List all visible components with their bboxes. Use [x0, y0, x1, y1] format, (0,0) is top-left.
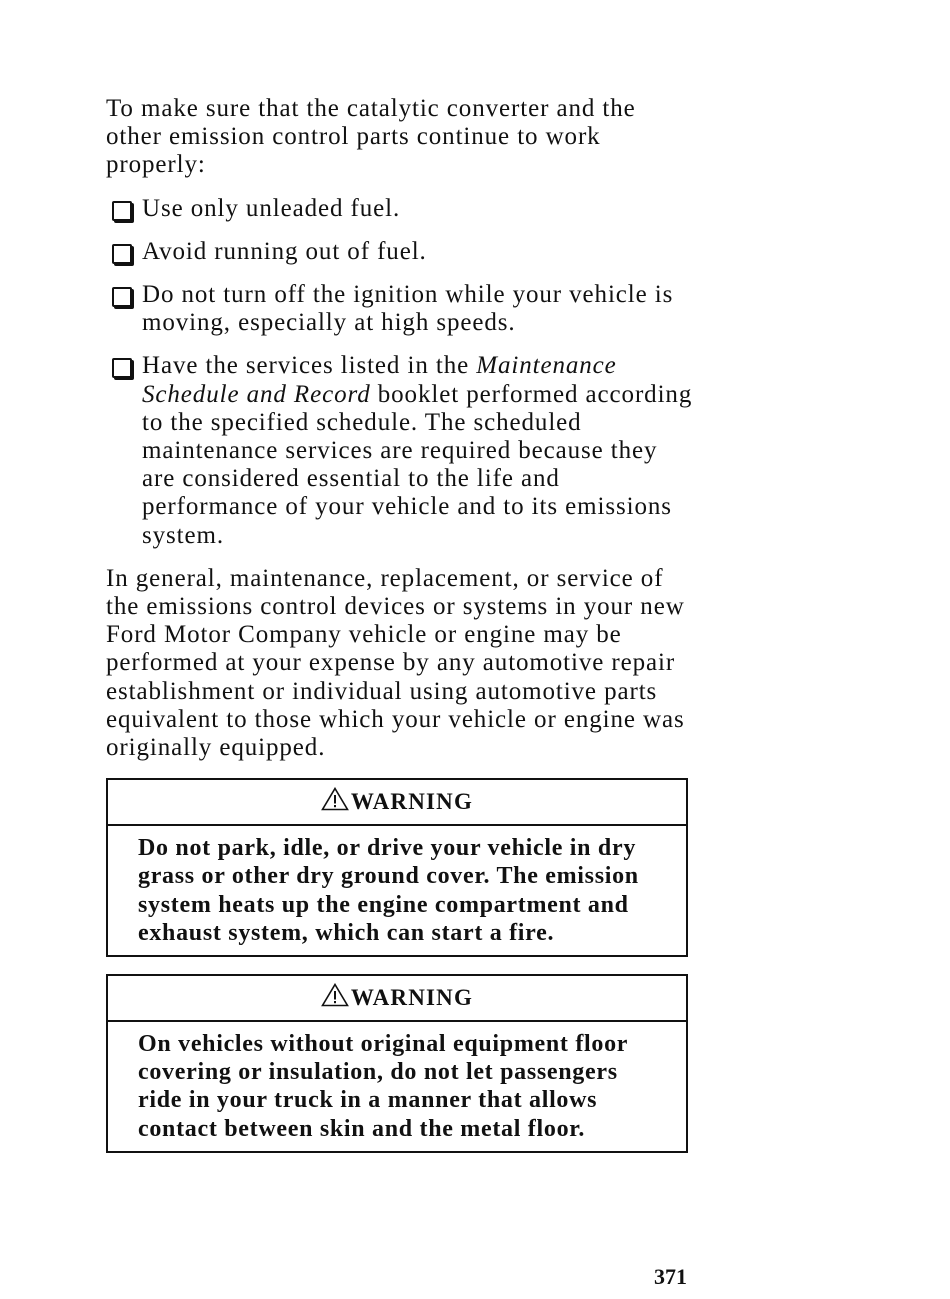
checklist-item-text-after: booklet performed according to the specified schedule. The scheduled maintenance services are required because they are considered essential to the life and performance of your vehicle and to its emissions system.: [142, 380, 693, 549]
checkbox-icon: [112, 201, 132, 221]
checklist-item-text: Avoid running out of fuel.: [142, 237, 427, 265]
warning-triangle-icon: [321, 787, 349, 811]
checklist-item: [106, 352, 696, 549]
checklist-item-text: Do not turn off the ignition while your vehicle is moving, especially at high speeds.: [142, 281, 674, 337]
checkbox-icon: [112, 244, 132, 264]
checklist-item: [106, 238, 696, 266]
warning-heading-text: WARNING: [350, 984, 474, 1010]
warning-heading: [108, 780, 686, 826]
checklist-item: [106, 281, 696, 337]
emissions-service-paragraph: In general, maintenance, replacement, or service of the emissions control devices or systems in your new Ford Motor Company vehicle or engine may be performed at your expense by any automotive repair establishment or individual using automotive parts equivalent to those which your vehicle or engine was originally equipped.: [106, 564, 685, 762]
checklist: [106, 195, 696, 550]
checklist-item-text: Use only unleaded fuel.: [142, 194, 401, 222]
warning-heading-text: WARNING: [350, 789, 474, 815]
checkbox-icon: [112, 287, 132, 307]
warning-box-fire: [106, 778, 688, 957]
manual-page: [106, 95, 696, 1170]
warning-box-floor: [106, 974, 688, 1153]
warning-body: Do not park, idle, or drive your vehicle in dry grass or other dry ground cover. The emission system heats up the engine compartment and exhaust system, which can start a fire.: [138, 835, 639, 946]
checklist-item: [106, 195, 696, 223]
warning-body: On vehicles without original equipment floor covering or insulation, do not let passengers ride in your truck in a manner that allows contact between skin and the metal floor.: [138, 1031, 628, 1142]
checklist-item-text-before: Have the services listed in the: [142, 352, 477, 380]
booklet-title: Maintenance Schedule and Record: [142, 352, 617, 408]
page-number: 371: [654, 1264, 687, 1289]
intro-paragraph: To make sure that the catalytic converter and the other emission control parts continue to work properly:: [106, 95, 636, 179]
warning-heading: [108, 976, 686, 1022]
warning-triangle-icon: [321, 983, 349, 1007]
checkbox-icon: [112, 358, 132, 378]
